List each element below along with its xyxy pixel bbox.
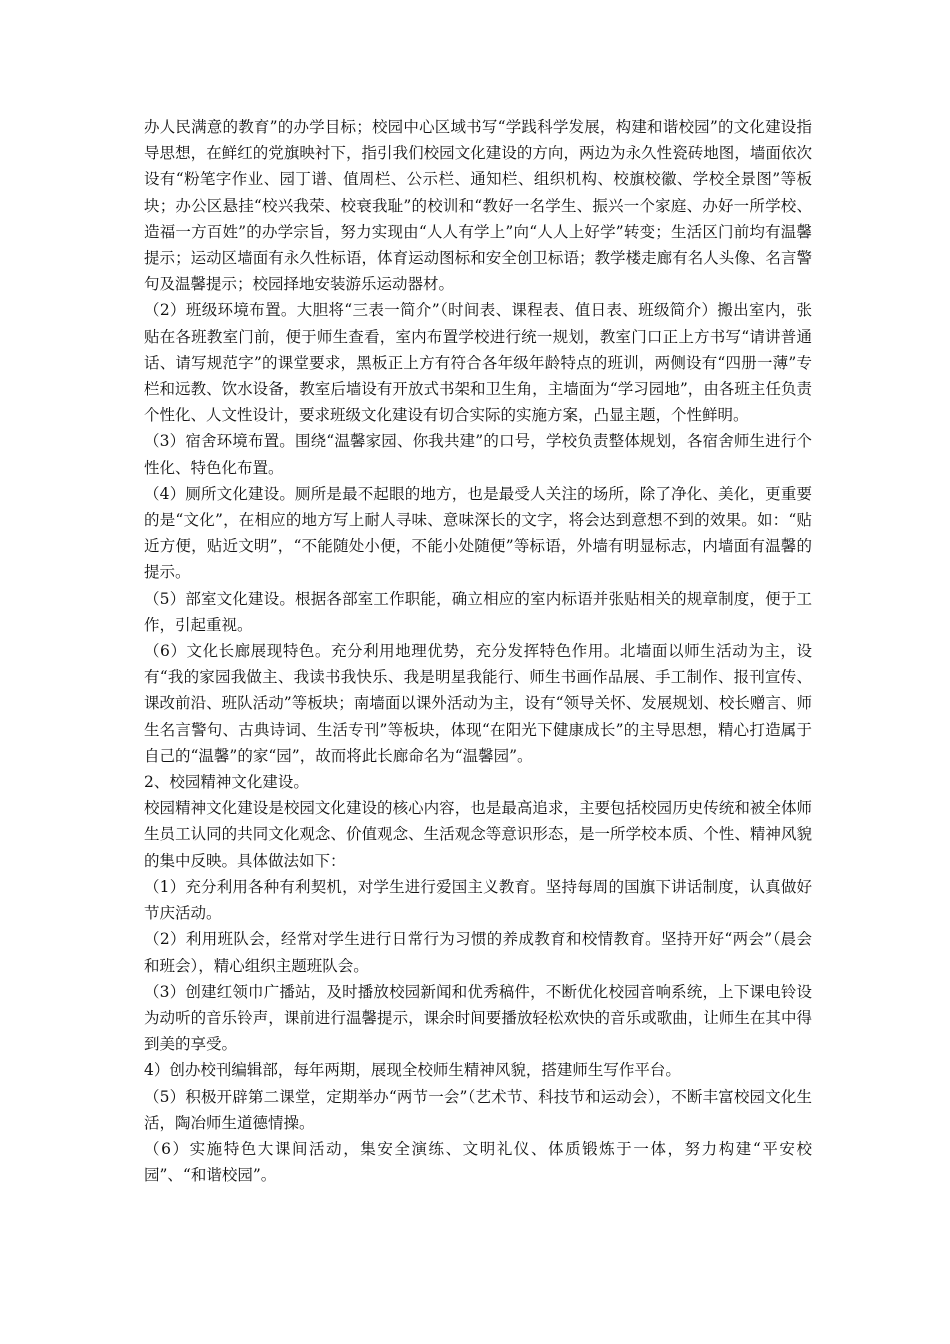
paragraph-campus-environment-continued: 办人民满意的教育”的办学目标；校园中心区域书写“学践科学发展，构建和谐校园”的文化建设指导思想，在鲜红的党旗映衬下，指引我们校园文化建设的方向，两边为永久性瓷砖地图，墙面依次设有“粉笔字作业、园丁谱、值周栏、公示栏、通知栏、组织机构、校旗校徽、学校全景图”等板块；办公区悬挂“校兴我荣、校衰我耻”的校训和“教好一名学生、振兴一个家庭、办好一所学校、造福一方百姓”的办学宗旨，努力实现由“人人有学上”向“人人上好学”转变；生活区门前均有温馨提示；运动区墙面有永久性标语，体育运动图标和安全创卫标语；教学楼走廊有名人头像、名言警句及温馨提示；校园择地安装游乐运动器材。 bbox=[144, 118, 812, 294]
body-text bbox=[144, 114, 812, 1188]
paragraph-toilet-culture: （4）厕所文化建设。厕所是最不起眼的地方，也是最受人关注的场所，除了净化、美化，更重要的是“文化”，在相应的地方写上耐人寻味、意味深长的文字，将会达到意想不到的效果。如：“贴近方便，贴近文明”，“不能随处小便，不能小处随便”等标语，外墙有明显标志，内墙面有温馨的提示。 bbox=[144, 484, 812, 582]
paragraph-patriotic-education: （1）充分利用各种有利契机，对学生进行爱国主义教育。坚持每周的国旗下讲话制度，认真做好节庆活动。 bbox=[144, 877, 812, 923]
paragraph-dormitory-environment: （3）宿舍环境布置。围绕“温馨家园、你我共建”的口号，学校负责整体规划，各宿舍师生进行个性化、特色化布置。 bbox=[144, 432, 812, 477]
paragraph-recess-activities: （6）实施特色大课间活动，集安全演练、文明礼仪、体质锻炼于一体，努力构建“平安校园”、“和谐校园”。 bbox=[144, 1139, 812, 1185]
paragraph-spiritual-culture-intro: 校园精神文化建设是校园文化建设的核心内容，也是最高追求，主要包括校园历史传统和被全体师生员工认同的共同文化观念、价值观念、生活观念等意识形态，是一所学校本质、个性、精神风貌的集中反映。具体做法如下： bbox=[144, 799, 812, 870]
paragraph-radio-station: （3）创建红领巾广播站，及时播放校园新闻和优秀稿件，不断优化校园音响系统，上下课电铃设为动听的音乐铃声，课前进行温馨提示，课余时间要播放轻松欢快的音乐或歌曲，让师生在其中得到美的享受。 bbox=[144, 982, 812, 1054]
paragraph-school-magazine: 4）创办校刊编辑部，每年两期，展现全校师生精神风貌，搭建师生写作平台。 bbox=[144, 1061, 681, 1080]
paragraph-culture-corridor: （6）文化长廊展现特色。充分利用地理优势，充分发挥特色作用。北墙面以师生活动为主，设有“我的家园我做主、我读书我快乐、我是明星我能行、师生书画作品展、手工制作、报刊宣传、课改前沿、班队活动”等板块；南墙面以课外活动为主，设有“领导关怀、发展规划、校长赠言、师生名言警句、古典诗词、生活专刊”等板块，体现“在阳光下健康成长”的主导思想，精心打造属于自己的“温馨”的家“园”，故而将此长廊命名为“温馨园”。 bbox=[144, 642, 812, 765]
paragraph-second-classroom: （5）积极开辟第二课堂，定期举办“两节一会”（艺术节、科技节和运动会），不断丰富校园文化生活，陶冶师生道德情操。 bbox=[144, 1087, 812, 1132]
section-heading-spiritual-culture: 2、校园精神文化建设。 bbox=[144, 773, 309, 792]
paragraph-department-culture: （5）部室文化建设。根据各部室工作职能，确立相应的室内标语并张贴相关的规章制度，便于工作，引起重视。 bbox=[144, 589, 812, 634]
paragraph-class-meetings: （2）利用班队会，经常对学生进行日常行为习惯的养成教育和校情教育。坚持开好“两会”（晨会和班会），精心组织主题班队会。 bbox=[144, 930, 812, 975]
paragraph-class-environment: （2）班级环境布置。大胆将“三表一简介”（时间表、课程表、值日表、班级简介）搬出室内，张贴在各班教室门前，便于师生查看，室内布置学校进行统一规划，教室门口正上方书写“请讲普通话、请写规范字”的课堂要求，黑板正上方有符合各年级年龄特点的班训，两侧设有“四册一薄”专栏和远教、饮水设备，教室后墙设有开放式书架和卫生角，主墙面为“学习园地”，由各班主任负责个性化、人文性设计，要求班级文化建设有切合实际的实施方案，凸显主题，个性鲜明。 bbox=[144, 301, 812, 425]
